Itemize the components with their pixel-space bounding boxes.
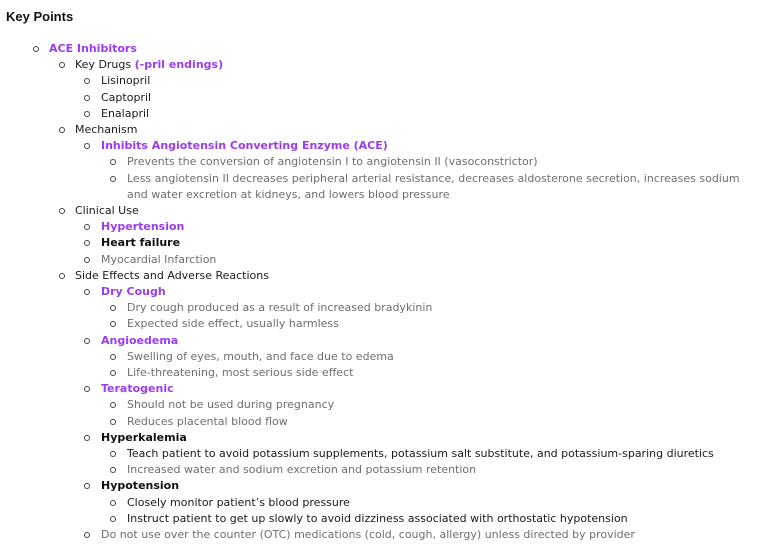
outline-item-row	[0, 171, 768, 203]
bullet-circle-icon	[110, 159, 116, 165]
bullet-circle-icon	[84, 532, 90, 538]
outline-item	[0, 381, 768, 430]
outline-item	[0, 57, 768, 122]
outline-item-text: Dry cough produced as a result of increased bradykinin	[127, 301, 433, 315]
bullet-circle-icon	[110, 370, 116, 376]
outline-item-row	[0, 365, 768, 381]
outline-item-row	[0, 252, 768, 268]
outline-item-row	[0, 446, 768, 462]
bullet-circle-icon	[110, 500, 116, 506]
outline-item	[0, 478, 768, 527]
outline-item	[0, 495, 768, 511]
outline-item-row	[0, 511, 768, 527]
outline-item-row	[0, 284, 768, 300]
bullet-circle-icon	[84, 224, 90, 230]
outline-item-text: Teach patient to avoid potassium supplements, potassium salt substitute, and potassium-sparing diuretics	[127, 447, 714, 461]
outline-item-text: Closely monitor patient’s blood pressure	[127, 495, 350, 509]
bullet-circle-icon	[84, 386, 90, 392]
outline-item-text: Inhibits Angiotensin Converting Enzyme (ACE)	[101, 139, 388, 153]
bullet-circle-icon	[33, 46, 39, 52]
outline-item-text: Key Drugs	[75, 58, 135, 72]
outline-item-row	[0, 430, 768, 446]
outline-item-text: Life-threatening, most serious side effect	[127, 366, 354, 380]
bullet-circle-icon	[84, 78, 90, 84]
outline-item-row	[0, 462, 768, 478]
outline-item-text: Mechanism	[75, 123, 138, 137]
outline-item-row	[0, 300, 768, 316]
outline-item-text: Do not use over the counter (OTC) medications (cold, cough, allergy) unless directed by provider	[101, 528, 635, 542]
outline-item	[0, 154, 768, 170]
outline-item-text: Teratogenic	[101, 382, 174, 396]
outline-item-row	[0, 381, 768, 397]
outline-item	[0, 90, 768, 106]
outline-item	[0, 462, 768, 478]
outline-item-row	[0, 414, 768, 430]
outline-item-text: Instruct patient to get up slowly to avoid dizziness associated with orthostatic hypotension	[127, 511, 628, 525]
outline-item	[0, 138, 768, 203]
outline-item-row	[0, 41, 768, 57]
bullet-circle-icon	[59, 208, 65, 214]
outline-item-row	[0, 57, 768, 73]
outline-item-text: Hypotension	[101, 479, 180, 493]
bullet-circle-icon	[84, 289, 90, 295]
outline-item-row	[0, 90, 768, 106]
outline-item	[0, 446, 768, 462]
outline-item-text: Lisinopril	[101, 74, 151, 88]
outline-item	[0, 252, 768, 268]
outline-item-row	[0, 122, 768, 138]
outline-item-text: Should not be used during pregnancy	[127, 398, 335, 412]
outline-item	[0, 414, 768, 430]
outline-item	[0, 219, 768, 235]
outline-item-text: Clinical Use	[75, 204, 139, 218]
outline-item-text: Swelling of eyes, mouth, and face due to edema	[127, 349, 394, 363]
nested-list	[0, 284, 768, 543]
bullet-circle-icon	[110, 467, 116, 473]
outline-item-row	[0, 203, 768, 219]
bullet-circle-icon	[110, 402, 116, 408]
bullet-circle-icon	[84, 240, 90, 246]
nested-list	[0, 397, 768, 429]
outline-item-text: Increased water and sodium excretion and potassium retention	[127, 463, 477, 477]
bullet-circle-icon	[110, 354, 116, 360]
outline-item	[0, 365, 768, 381]
outline-item	[0, 73, 768, 89]
nested-list	[0, 219, 768, 268]
outline-item	[0, 511, 768, 527]
outline-item-text: Heart failure	[101, 236, 181, 250]
outline-item-row	[0, 397, 768, 413]
outline-item	[0, 122, 768, 203]
outline-item-row	[0, 219, 768, 235]
outline-item-text: (-pril endings)	[134, 58, 224, 72]
outline-item	[0, 203, 768, 268]
bullet-circle-icon	[84, 111, 90, 117]
bullet-circle-icon	[110, 451, 116, 457]
outline-item-row	[0, 333, 768, 349]
outline-item-row	[0, 478, 768, 494]
bullet-circle-icon	[59, 127, 65, 133]
bullet-circle-icon	[110, 321, 116, 327]
outline-item	[0, 268, 768, 543]
bullet-circle-icon	[110, 305, 116, 311]
outline-item-text: Myocardial Infarction	[101, 252, 217, 266]
outline-item-row	[0, 527, 768, 543]
nested-list	[0, 446, 768, 478]
nested-list	[0, 300, 768, 332]
nested-list	[0, 349, 768, 381]
bullet-circle-icon	[84, 435, 90, 441]
outline-item-text: Angioedema	[101, 333, 179, 347]
bullet-circle-icon	[84, 95, 90, 101]
outline-item	[0, 349, 768, 365]
outline-item-text: Dry Cough	[101, 285, 166, 299]
nested-list	[0, 495, 768, 527]
nested-list	[0, 73, 768, 122]
outline-item	[0, 106, 768, 122]
outline-item	[0, 397, 768, 413]
bullet-circle-icon	[110, 419, 116, 425]
outline-item-text: Reduces placental blood flow	[127, 414, 288, 428]
nested-list	[0, 154, 768, 203]
outline-item-row	[0, 268, 768, 284]
outline-item	[0, 300, 768, 316]
bullet-circle-icon	[84, 257, 90, 263]
outline-item-text: Expected side effect, usually harmless	[127, 317, 339, 331]
outline-item-row	[0, 495, 768, 511]
outline-item	[0, 235, 768, 251]
outline-item	[0, 284, 768, 333]
outline-item	[0, 171, 768, 203]
bullet-circle-icon	[84, 338, 90, 344]
nested-list	[0, 138, 768, 203]
bullet-circle-icon	[59, 62, 65, 68]
outline-item	[0, 316, 768, 332]
outline-item-text: Prevents the conversion of angiotensin I to angiotensin II (vasoconstrictor)	[127, 155, 538, 169]
outline-item-row	[0, 316, 768, 332]
outline-item-row	[0, 154, 768, 170]
key-points-outline	[0, 41, 768, 543]
outline-item-text: Hyperkalemia	[101, 430, 187, 444]
bullet-circle-icon	[110, 176, 116, 182]
bullet-circle-icon	[59, 273, 65, 279]
outline-item-row	[0, 106, 768, 122]
key-points-heading: Key Points	[6, 9, 74, 24]
bullet-circle-icon	[84, 483, 90, 489]
outline-item	[0, 41, 768, 543]
outline-item-text: Enalapril	[101, 106, 150, 120]
outline-item-row	[0, 349, 768, 365]
outline-item	[0, 333, 768, 382]
outline-item-text: Side Effects and Adverse Reactions	[75, 268, 269, 282]
outline-item-text: Hypertension	[101, 220, 185, 234]
outline-item-row	[0, 138, 768, 154]
outline-item-row	[0, 235, 768, 251]
outline-item	[0, 527, 768, 543]
bullet-circle-icon	[84, 143, 90, 149]
nested-list	[0, 57, 768, 543]
outline-item-text: Less angiotensin II decreases peripheral arterial resistance, decreases aldosterone secretion, increases sodium and water excretion at kidneys, and lowers blood pressure	[127, 171, 740, 201]
outline-item-text: ACE Inhibitors	[49, 42, 137, 55]
outline-item-text: Captopril	[101, 90, 152, 104]
outline-item	[0, 430, 768, 479]
bullet-circle-icon	[110, 516, 116, 522]
outline-item-row	[0, 73, 768, 89]
